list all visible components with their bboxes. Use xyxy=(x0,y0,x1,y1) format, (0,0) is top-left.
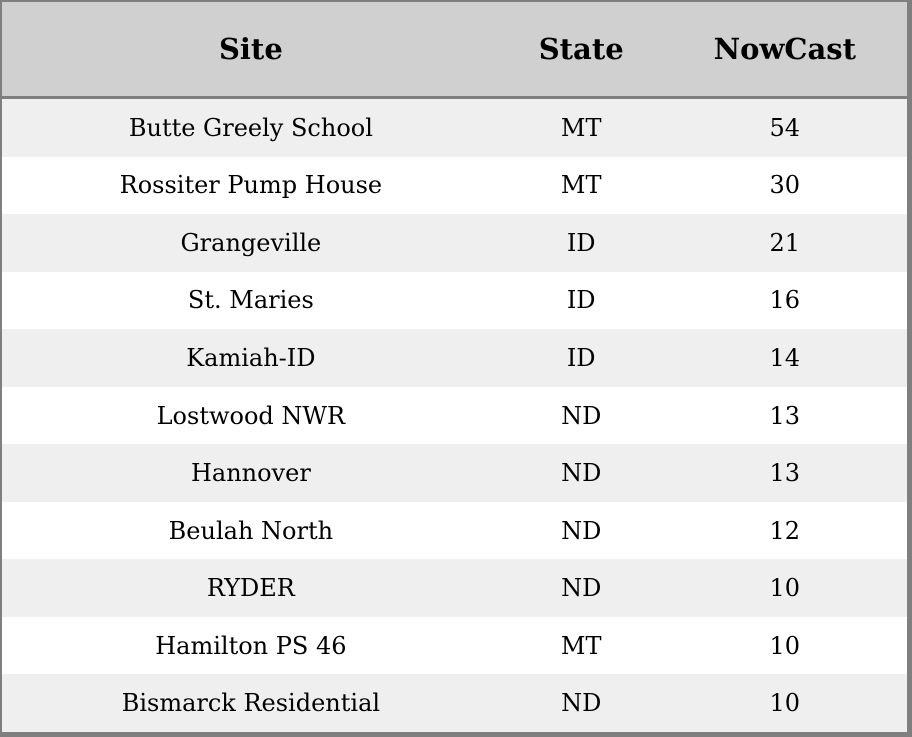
nowcast-cell: 10 xyxy=(769,574,801,603)
table-row xyxy=(2,502,907,560)
state-cell: MT xyxy=(560,113,602,142)
site-cell: Kamiah-ID xyxy=(186,343,316,372)
table-row xyxy=(2,387,907,445)
state-cell: ID xyxy=(566,286,596,315)
state-cell: MT xyxy=(560,631,602,660)
site-cell: Lostwood NWR xyxy=(156,401,346,430)
nowcast-cell: 10 xyxy=(769,631,801,660)
col-header-nowcast: NowCast xyxy=(713,32,857,66)
table-row xyxy=(2,444,907,502)
table-row xyxy=(2,329,907,387)
site-cell: Rossiter Pump House xyxy=(119,171,383,200)
nowcast-cell: 10 xyxy=(769,689,801,718)
table-row xyxy=(2,99,907,157)
site-cell: Butte Greely School xyxy=(128,113,373,142)
state-cell: MT xyxy=(560,171,602,200)
table-row xyxy=(2,674,907,732)
state-cell: ND xyxy=(561,689,602,718)
site-cell: RYDER xyxy=(206,574,295,603)
state-cell: ND xyxy=(561,401,602,430)
state-cell: ID xyxy=(566,228,596,257)
table-header-row xyxy=(2,2,907,99)
nowcast-cell: 13 xyxy=(769,401,801,430)
site-cell: Grangeville xyxy=(180,228,322,257)
state-cell: ID xyxy=(566,343,596,372)
nowcast-cell: 16 xyxy=(769,286,801,315)
site-cell: St. Maries xyxy=(187,286,314,315)
site-cell: Bismarck Residential xyxy=(121,689,381,718)
table-body xyxy=(2,99,907,732)
table-row xyxy=(2,272,907,330)
state-cell: ND xyxy=(561,574,602,603)
nowcast-cell: 14 xyxy=(769,343,801,372)
col-header-site: Site xyxy=(218,32,283,66)
table-row xyxy=(2,157,907,215)
table-row xyxy=(2,559,907,617)
nowcast-cell: 30 xyxy=(769,171,801,200)
site-cell: Beulah North xyxy=(168,516,334,545)
site-cell: Hannover xyxy=(190,459,311,488)
nowcast-cell: 21 xyxy=(769,228,801,257)
site-cell: Hamilton PS 46 xyxy=(155,631,347,660)
nowcast-cell: 12 xyxy=(769,516,801,545)
table-row xyxy=(2,617,907,675)
table-row xyxy=(2,214,907,272)
nowcast-cell: 54 xyxy=(769,113,801,142)
nowcast-cell: 13 xyxy=(769,459,801,488)
state-cell: ND xyxy=(561,516,602,545)
state-cell: ND xyxy=(561,459,602,488)
col-header-state: State xyxy=(538,32,624,66)
